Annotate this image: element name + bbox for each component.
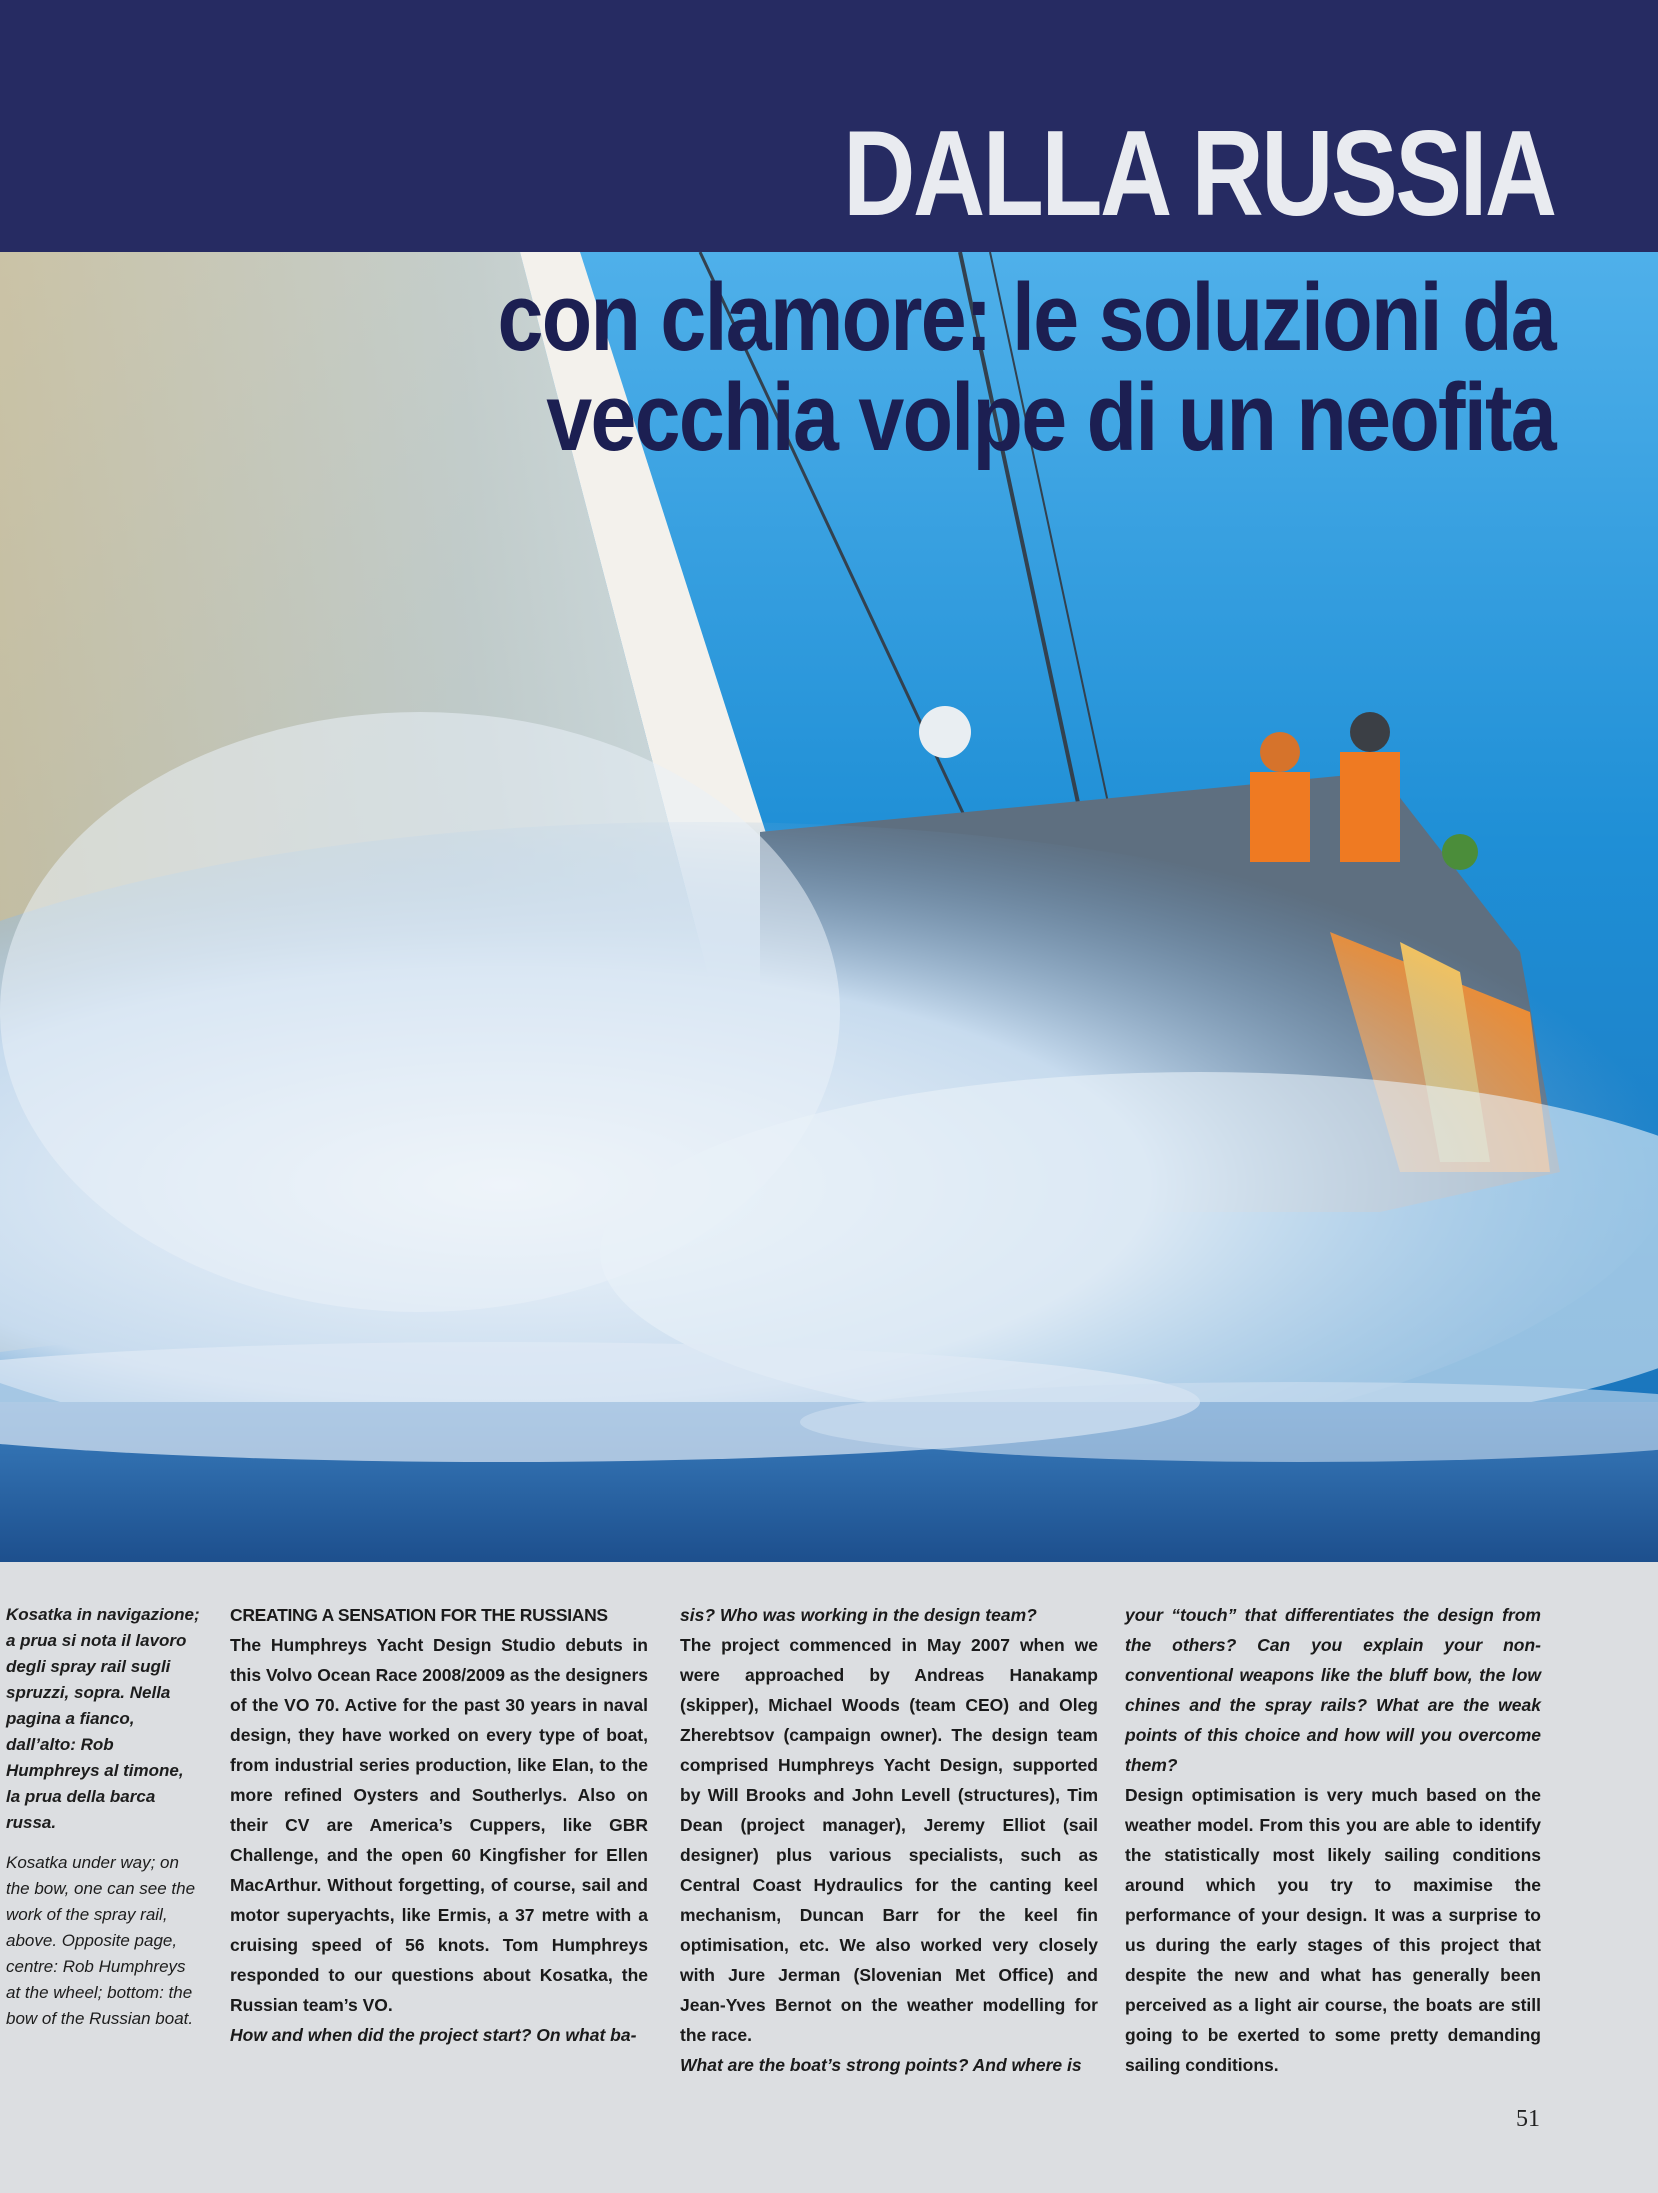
page-subtitle [255, 264, 1556, 471]
article-column-1 [230, 1600, 648, 2050]
article-question: What are the boat’s strong points? And where is [680, 2055, 1082, 2075]
article-paragraph: Design optimisation is very much based on the weather model. From this you are able to identify the statistically most likely sailing conditions around which you try to maximise the performance of your design. It was a surprise to us during the early stages of this project that despite the new and what has generally been perceived as a light air course, the boats are still going to be exerted to some pretty demanding sailing conditions. [1125, 1785, 1541, 2075]
article-paragraph: The Humphreys Yacht Design Studio debuts in this Volvo Ocean Race 2008/2009 as the designers of the VO 70. Active for the past 30 years in naval design, they have worked on every type of boat, from industrial series production, like Elan, to the more refined Oysters and Southerlys. Also on their CV are America’s Cuppers, like GBR Challenge, and the open 60 Kingfisher for Ellen MacArthur. Without forgetting, of course, sail and motor superyachts, like Ermis, a 37 metre with a cruising speed of 56 knots. Tom Humphreys responded to our questions about Kosatka, the Russian team’s VO. [230, 1635, 648, 2015]
subtitle-line-2: vecchia volpe di un neofita [546, 364, 1555, 471]
photo-caption [6, 1602, 201, 2046]
page-title: DALLA RUSSIA [843, 105, 1555, 241]
caption-italian: Kosatka in navigazione; a prua si nota il lavoro degli spray rail sugli spruzzi, sopra. Nella pagina a fianco, dall’alto: Rob Humphreys al timone, la prua della barca russa. [6, 1605, 200, 1832]
article-question: How and when did the project start? On what ba- [230, 2025, 637, 2045]
article-column-3 [1125, 1600, 1541, 2080]
article-column-2 [680, 1600, 1098, 2080]
article-heading: CREATING A SENSATION FOR THE RUSSIANS [230, 1605, 608, 1625]
article-paragraph: The project commenced in May 2007 when we were approached by Andreas Hanakamp (skipper), Michael Woods (team CEO) and Oleg Zherebtsov (campaign owner). The design team comprised Humphreys Yacht Design, supported by Will Brooks and John Levell (structures), Tim Dean (project manager), Jeremy Elliot (sail designer) plus various specialists, such as Central Coast Hydraulics for the canting keel mechanism, Duncan Barr for the keel fin optimisation, etc. We also worked very closely with Jure Jerman (Slovenian Met Office) and Jean-Yves Bernot on the weather modelling for the race. [680, 1635, 1098, 2045]
subtitle-line-1: con clamore: le soluzioni da [497, 264, 1556, 371]
article-question: your “touch” that differentiates the design from the others? Can you explain your non-conventional weapons like the bluff bow, the low chines and the spray rails? What are the weak points of this choice and how will you overcome them? [1125, 1605, 1541, 1775]
caption-english: Kosatka under way; on the bow, one can see the work of the spray rail, above. Opposite page, centre: Rob Humphreys at the wheel; bottom: the bow of the Russian boat. [6, 1853, 196, 2028]
page-number: 51 [1516, 2106, 1540, 2132]
article-question: sis? Who was working in the design team? [680, 1605, 1037, 1625]
